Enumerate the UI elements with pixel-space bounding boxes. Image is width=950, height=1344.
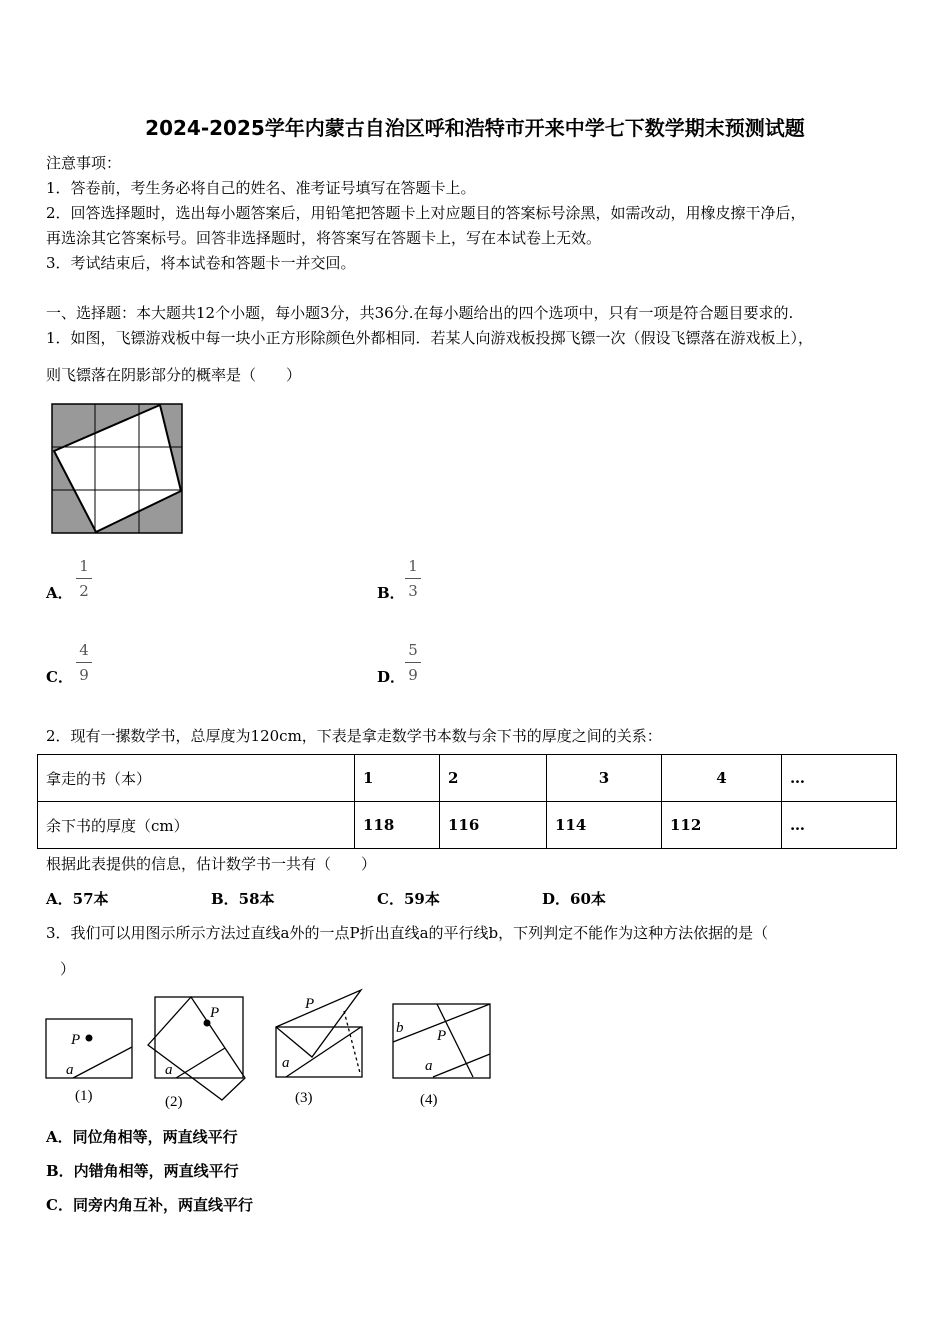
- q2-stem: 2．现有一摞数学书，总厚度为120cm，下表是拿走数学书本数与余下书的厚度之间的关系：: [46, 727, 662, 745]
- q3-stem: ）: [60, 960, 76, 978]
- table-cell: …: [782, 802, 897, 849]
- page-title: 2024-2025学年内蒙古自治区呼和浩特市开来中学七下数学期末预测试题: [145, 116, 805, 140]
- table-cell: 114: [547, 802, 662, 849]
- q1-option-a[interactable]: A．: [46, 584, 73, 602]
- folding-figures: [30, 980, 510, 1110]
- q1-option-c-fraction: 4 9: [76, 640, 92, 685]
- notice-item: 3．考试结束后，将本试卷和答题卡一并交回。: [46, 254, 356, 272]
- line-b-label: b: [396, 1020, 404, 1036]
- figure-label: (2): [165, 1094, 183, 1110]
- q2-table: [37, 754, 897, 849]
- table-cell: 1: [355, 755, 440, 802]
- q1-stem: 则飞镖落在阴影部分的概率是（ ）: [46, 366, 302, 384]
- q1-option-b-fraction: 1 3: [405, 556, 421, 601]
- point-label: P: [437, 1028, 447, 1044]
- line-a-label: a: [425, 1058, 433, 1074]
- q2-question: 根据此表提供的信息，估计数学书一共有（ ）: [46, 855, 377, 873]
- q3-option-b[interactable]: B．内错角相等，两直线平行: [46, 1162, 239, 1180]
- notice-item: 再选涂其它答案标号。回答非选择题时，将答案写在答题卡上，写在本试卷上无效。: [46, 229, 602, 247]
- line-a-label: a: [165, 1062, 173, 1078]
- point-label: P: [305, 996, 315, 1012]
- q1-option-a-fraction: 1 2: [76, 556, 92, 601]
- point-label: P: [71, 1032, 81, 1048]
- table-row: [38, 755, 897, 802]
- q1-option-d[interactable]: D．: [377, 668, 406, 686]
- figure-label: (3): [295, 1090, 313, 1106]
- notice-item: 2．回答选择题时，选出每小题答案后，用铅笔把答题卡上对应题目的答案标号涂黑，如需改动，用橡皮擦干净后，: [46, 204, 806, 222]
- table-cell: 116: [440, 802, 547, 849]
- line-a-label: a: [66, 1062, 74, 1078]
- q1-stem: 1．如图，飞镖游戏板中每一块小正方形除颜色外都相同．若某人向游戏板投掷飞镖一次（假设飞镖落在游戏板上），: [46, 329, 814, 347]
- q1-option-d-fraction: 5 9: [405, 640, 421, 685]
- table-cell: 118: [355, 802, 440, 849]
- q2-option-b[interactable]: B．58本: [211, 890, 275, 908]
- table-header-cell: 拿走的书（本）: [38, 755, 355, 802]
- q2-option-a[interactable]: A．57本: [46, 890, 109, 908]
- q2-option-d[interactable]: D．60本: [542, 890, 606, 908]
- notice-heading: 注意事项：: [46, 154, 122, 172]
- q3-option-c[interactable]: C．同旁内角互补，两直线平行: [46, 1196, 253, 1214]
- figure-label: (1): [75, 1088, 93, 1104]
- q3-stem: 3．我们可以用图示所示方法过直线a外的一点P折出直线a的平行线b，下列判定不能作为这种方法依据的是（: [46, 924, 769, 942]
- notice-item: 1．答卷前，考生务必将自己的姓名、准考证号填写在答题卡上。: [46, 179, 476, 197]
- table-header-cell: 余下书的厚度（cm）: [38, 802, 355, 849]
- table-cell: 3: [547, 755, 662, 802]
- section-heading: 一、选择题：本大题共12个小题，每小题3分，共36分.在每小题给出的四个选项中，只有一项是符合题目要求的.: [46, 304, 794, 322]
- figure-label: (4): [420, 1092, 438, 1108]
- table-cell: 2: [440, 755, 547, 802]
- q1-option-c[interactable]: C．: [46, 668, 73, 686]
- q2-option-c[interactable]: C．59本: [377, 890, 440, 908]
- q3-option-a[interactable]: A．同位角相等，两直线平行: [46, 1128, 238, 1146]
- table-cell: …: [782, 755, 897, 802]
- table-cell: 4: [662, 755, 782, 802]
- table-cell: 112: [662, 802, 782, 849]
- line-a-label: a: [282, 1055, 290, 1071]
- dartboard-figure: [52, 404, 183, 534]
- table-row: [38, 802, 897, 849]
- point-label: P: [210, 1005, 220, 1021]
- q1-option-b[interactable]: B．: [377, 584, 405, 602]
